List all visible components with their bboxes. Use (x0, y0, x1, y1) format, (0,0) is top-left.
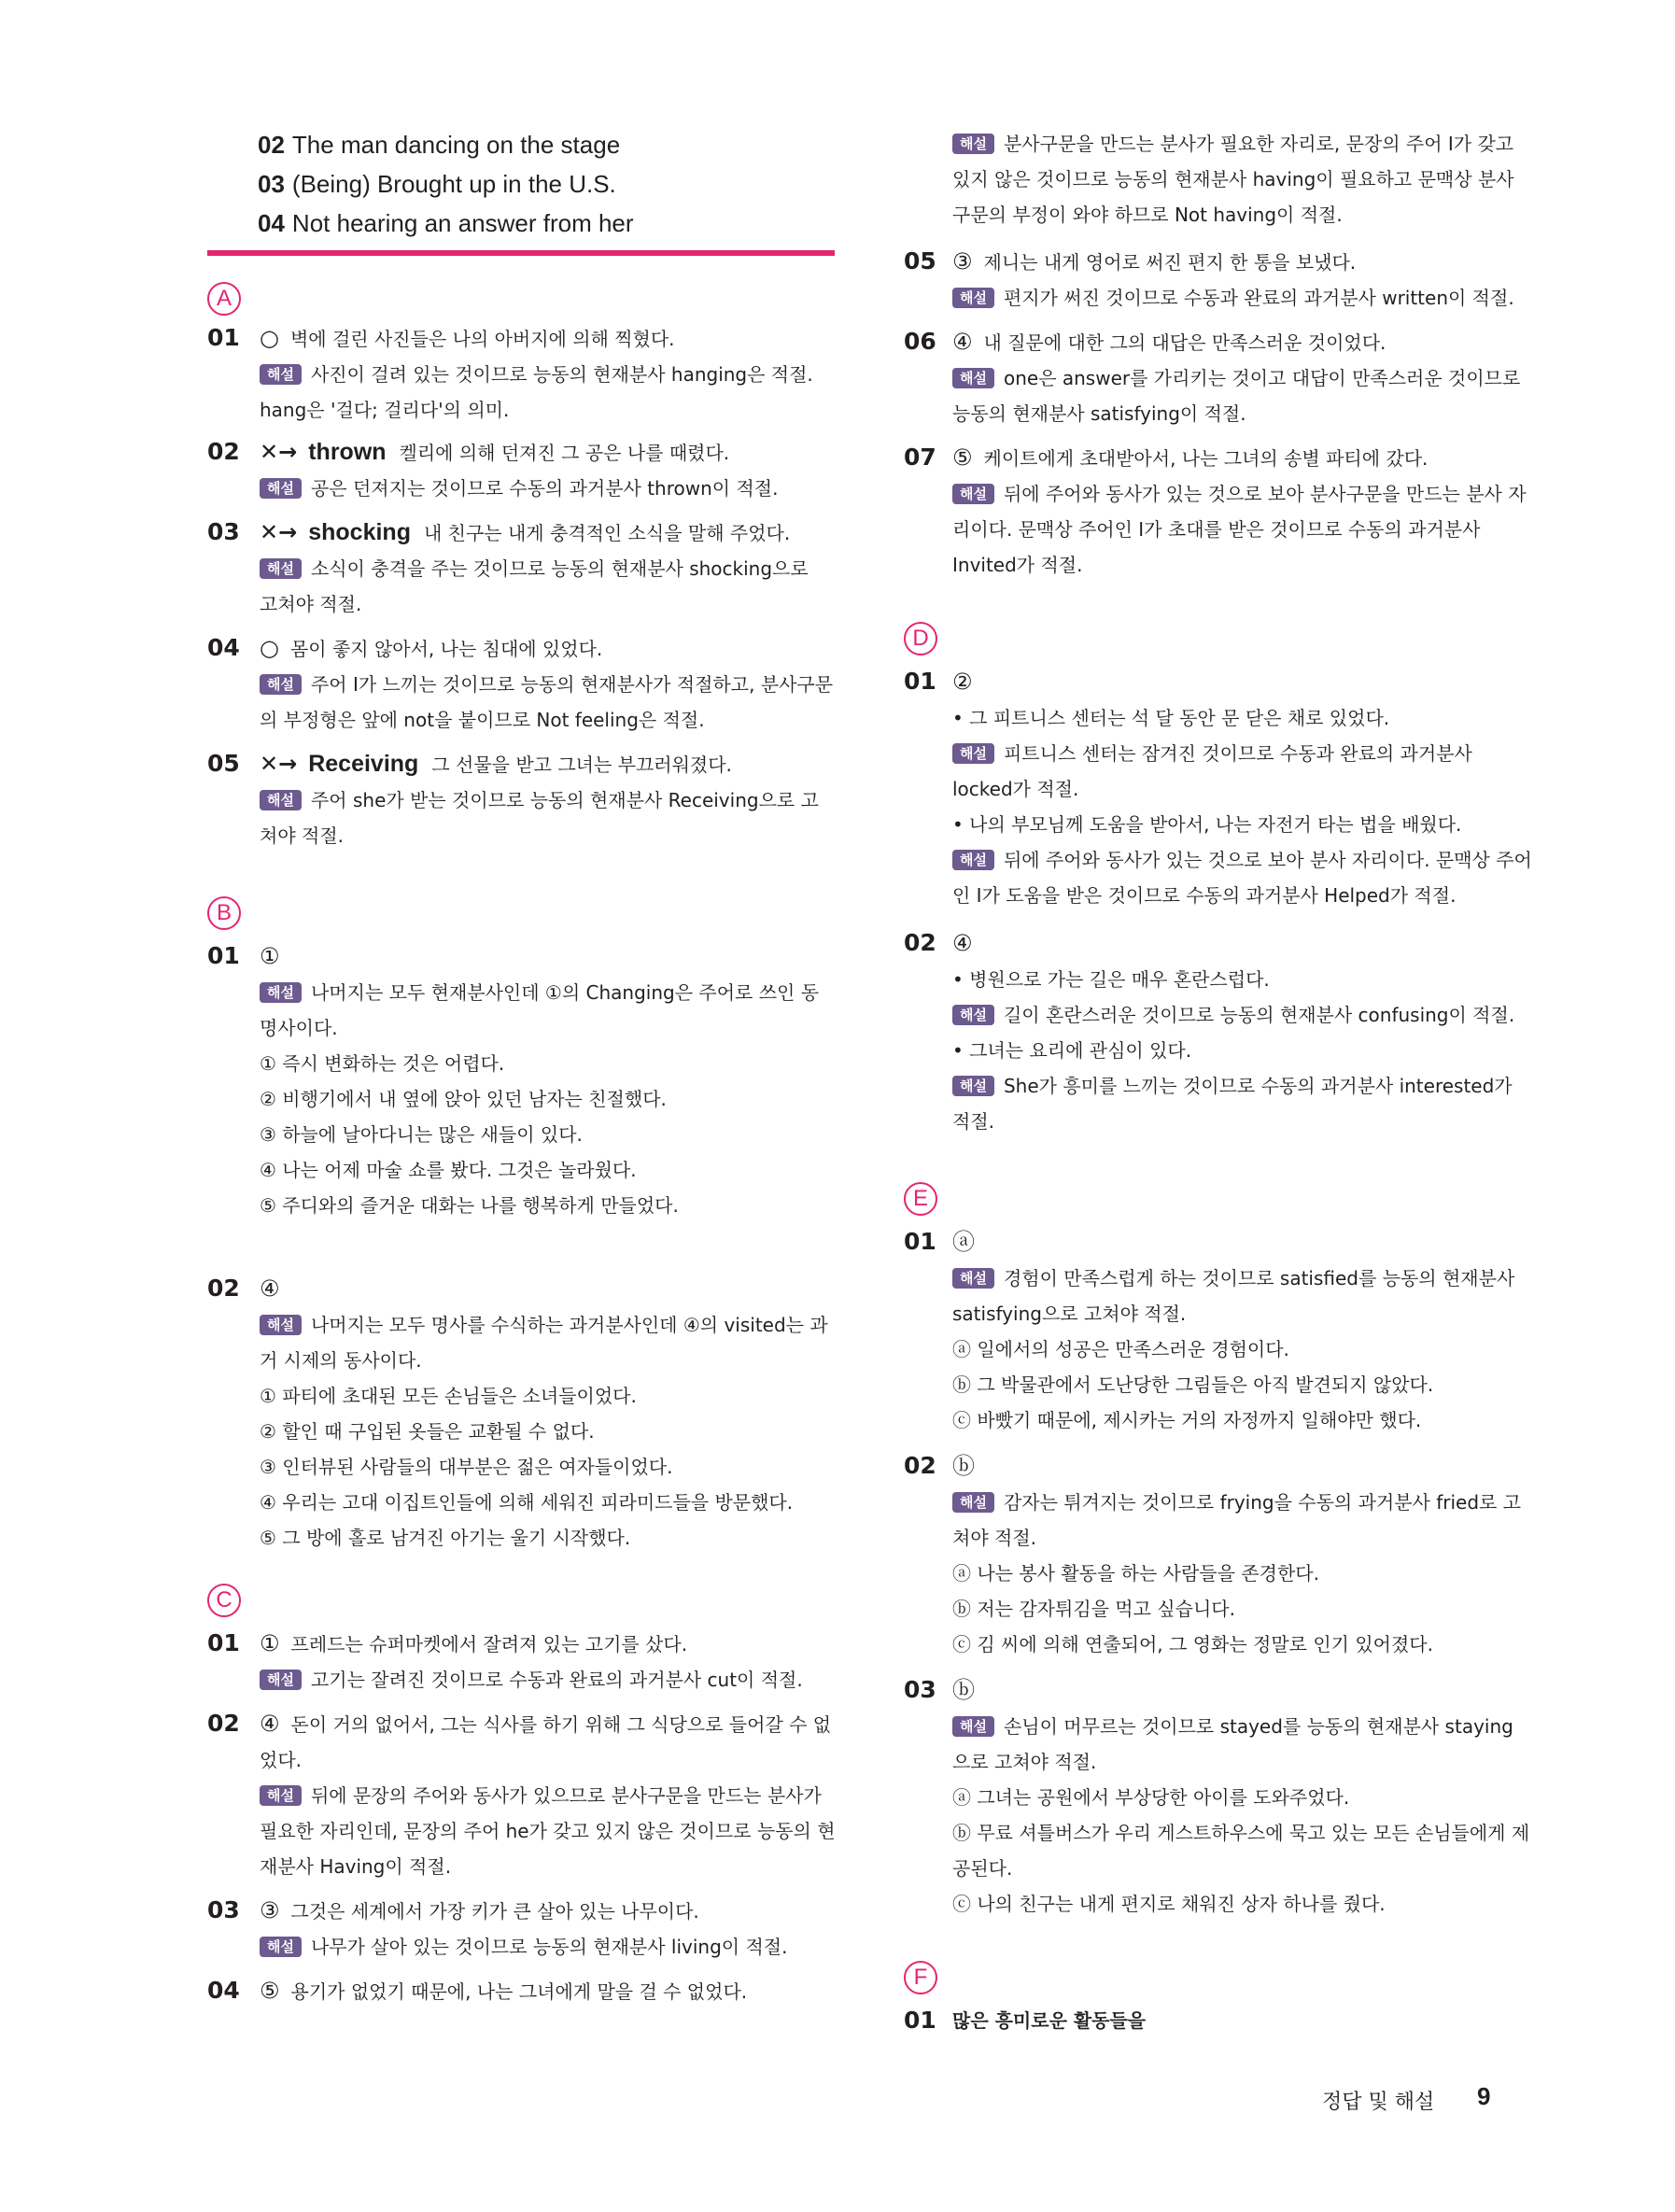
explanation-text: 구문의 부정이 와야 하므로 Not having이 적절. (952, 204, 1343, 226)
explanation-badge: 해설 (952, 1492, 994, 1513)
explanation-text: 주어 I가 느끼는 것이므로 능동의 현재분사가 적절하고, 분사구문 (310, 673, 834, 696)
option-line: ⓒ 나의 친구는 내게 편지로 채워진 상자 하나를 줬다. (952, 1893, 1386, 1915)
option-line: 공된다. (952, 1857, 1013, 1880)
translation: 몸이 좋지 않아서, 나는 침대에 있었다. (289, 638, 603, 660)
explanation-badge: 해설 (260, 478, 302, 499)
explanation-badge: 해설 (952, 368, 994, 388)
explanation-text: locked가 적절. (952, 778, 1079, 800)
translation: 용기가 없었기 때문에, 나는 그녀에게 말을 걸 수 없었다. (290, 1980, 748, 2003)
top-answer-02: 02 The man dancing on the stage (258, 131, 621, 159)
translation: 벽에 걸린 사진들은 나의 아버지에 의해 찍혔다. (289, 328, 675, 350)
translation: 제니는 내게 영어로 써진 편지 한 통을 보냈다. (983, 251, 1357, 274)
explanation-text: 감자는 튀겨지는 것이므로 frying을 수동의 과거분사 fried로 고 (1003, 1491, 1522, 1514)
explanation-text: 있지 않은 것이므로 능동의 현재분사 having이 필요하고 문맥상 분사 (952, 168, 1514, 190)
option-line: ⑤ 그 방에 홀로 남겨진 아기는 울기 시작했다. (260, 1527, 631, 1549)
explanation-text: 쳐야 적절. (952, 1527, 1036, 1549)
correction-word: Receiving (308, 751, 419, 777)
option-line: ⓑ 저는 감자튀김을 먹고 싶습니다. (952, 1598, 1235, 1620)
answer-choice: ① (260, 1630, 280, 1656)
option-line: ⓑ 무료 셔틀버스가 우리 게스트하우스에 묵고 있는 모든 손님들에게 제 (952, 1822, 1530, 1844)
section-divider (207, 250, 835, 256)
explanation-text: satisfying으로 고쳐야 적절. (952, 1303, 1187, 1325)
item-number: 01 (207, 942, 240, 969)
item-number: 01 (904, 1228, 936, 1255)
explanation-text: one은 answer를 가리키는 것이고 대답이 만족스러운 것이므로 (1003, 367, 1521, 389)
item-number: 03 (207, 1896, 240, 1923)
option-line: ② 할인 때 구입된 옷들은 교환될 수 없다. (260, 1420, 595, 1443)
option-line: ② 비행기에서 내 옆에 앉아 있던 남자는 친절했다. (260, 1088, 667, 1110)
option-line: ⓐ 일에서의 성공은 만족스러운 경험이다. (952, 1338, 1289, 1360)
explanation-badge: 해설 (260, 674, 302, 695)
explanation-badge: 해설 (952, 134, 994, 154)
explanation-text: hang은 '걸다; 걸리다'의 의미. (260, 399, 510, 421)
section-c-badge: C (207, 1584, 241, 1617)
item-number: 06 (904, 328, 936, 355)
option-line: ① 파티에 초대된 모든 손님들은 소녀들이었다. (260, 1385, 637, 1407)
explanation-text: 필요한 자리인데, 문장의 주어 he가 갖고 있지 않은 것이므로 능동의 현 (260, 1820, 836, 1842)
question-line: • 그녀는 요리에 관심이 있다. (952, 1039, 1192, 1062)
translation: 내 친구는 내게 충격적인 소식을 말해 주었다. (423, 522, 791, 544)
item-number: 01 (904, 668, 936, 695)
explanation-badge: 해설 (260, 1937, 302, 1957)
translation: 그 선물을 받고 그녀는 부끄러워졌다. (431, 754, 732, 776)
item-number: 02 (207, 438, 240, 465)
translation: 프레드는 슈퍼마켓에서 잘려져 있는 고기를 샀다. (290, 1633, 688, 1655)
option-line: ④ 우리는 고대 이집트인들에 의해 세워진 피라미드들을 방문했다. (260, 1491, 794, 1514)
question-line: • 병원으로 가는 길은 매우 혼란스럽다. (952, 968, 1270, 991)
item-number: 02 (207, 1275, 240, 1302)
mark-wrong: ✕→ (260, 751, 298, 777)
item-number: 02 (207, 1710, 240, 1737)
explanation-text: Invited가 적절. (952, 554, 1083, 576)
option-line: ⓐ 그녀는 공원에서 부상당한 아이를 도와주었다. (952, 1786, 1350, 1809)
explanation-text: 인 I가 도움을 받은 것이므로 수동의 과거분사 Helped가 적절. (952, 884, 1457, 907)
item-number: 05 (904, 247, 936, 275)
option-line: ⓒ 김 씨에 의해 연출되어, 그 영화는 정말로 인기 있어졌다. (952, 1633, 1433, 1655)
option-line: ③ 인터뷰된 사람들의 대부분은 젊은 여자들이었다. (260, 1456, 673, 1478)
explanation-badge: 해설 (260, 1315, 302, 1335)
item-number: 04 (207, 1977, 240, 2004)
explanation-text: 길이 혼란스러운 것이므로 능동의 현재분사 confusing이 적절. (1003, 1004, 1515, 1026)
explanation-badge: 해설 (952, 1268, 994, 1289)
option-line: ⓐ 나는 봉사 활동을 하는 사람들을 존경한다. (952, 1562, 1319, 1585)
explanation-badge: 해설 (260, 364, 302, 385)
explanation-text: 편지가 써진 것이므로 수동과 완료의 과거분사 written이 적절. (1003, 287, 1514, 309)
item-number: 02 (904, 1452, 936, 1479)
explanation-badge: 해설 (260, 790, 302, 810)
mark-wrong: ✕→ (260, 439, 298, 465)
item-number: 01 (207, 1629, 240, 1656)
answer-choice: ③ (952, 248, 973, 275)
footer-label: 정답 및 해설 (1322, 2091, 1435, 2114)
explanation-text: 재분사 Having이 적절. (260, 1855, 452, 1878)
question-line: • 그 피트니스 센터는 석 달 동안 문 닫은 채로 있었다. (952, 707, 1390, 729)
explanation-text: 공은 던져지는 것이므로 수동의 과거분사 thrown이 적절. (310, 477, 779, 500)
translation: 돈이 거의 없어서, 그는 식사를 하기 위해 그 식당으로 들어갈 수 없 (290, 1713, 832, 1736)
explanation-text: 나머지는 모두 명사를 수식하는 과거분사인데 ④의 visited는 과 (310, 1314, 828, 1336)
option-line: ⓒ 바빴기 때문에, 제시카는 거의 자정까지 일해야만 했다. (952, 1409, 1422, 1431)
explanation-text: 고쳐야 적절. (260, 593, 362, 615)
translation: 켈리에 의해 던져진 그 공은 나를 때렸다. (399, 442, 730, 464)
explanation-text: 으로 고쳐야 적절. (952, 1751, 1097, 1773)
question-line: • 나의 부모님께 도움을 받아서, 나는 자전거 타는 법을 배웠다. (952, 813, 1462, 836)
option-line: ③ 하늘에 날아다니는 많은 새들이 있다. (260, 1123, 583, 1146)
top-answer-04: 04 Not hearing an answer from her (258, 209, 634, 237)
option-line: ⑤ 주디와의 즐거운 대화는 나를 행복하게 만들었다. (260, 1194, 679, 1217)
page-number: 9 (1477, 2082, 1491, 2110)
item-number: 01 (207, 324, 240, 351)
mark-correct: ○ (260, 635, 279, 661)
explanation-text: 적절. (952, 1110, 994, 1133)
mark-correct: ○ (260, 325, 279, 351)
explanation-text: 쳐야 적절. (260, 824, 344, 847)
translation: 케이트에게 초대받아서, 나는 그녀의 송별 파티에 갔다. (983, 447, 1429, 470)
explanation-badge: 해설 (260, 982, 302, 1003)
answer-choice: ④ (952, 930, 973, 956)
explanation-text: 명사이다. (260, 1017, 338, 1039)
translation: 내 질문에 대한 그의 대답은 만족스러운 것이었다. (983, 331, 1386, 354)
answer-choice: ⑤ (952, 444, 973, 471)
item-number: 03 (904, 1676, 936, 1703)
item-number: 04 (207, 634, 240, 661)
item-number: 02 (904, 929, 936, 956)
explanation-badge: 해설 (260, 1785, 302, 1806)
section-b-badge: B (207, 896, 241, 930)
answer-choice: ③ (260, 1897, 280, 1923)
correction-word: thrown (308, 439, 387, 465)
explanation-badge: 해설 (952, 1716, 994, 1737)
explanation-badge: 해설 (952, 850, 994, 870)
explanation-text: 손님이 머무르는 것이므로 stayed를 능동의 현재분사 staying (1003, 1715, 1513, 1738)
explanation-text: 나머지는 모두 현재분사인데 ①의 Changing은 주어로 쓰인 동 (310, 981, 820, 1004)
explanation-text: 소식이 충격을 주는 것이므로 능동의 현재분사 shocking으로 (310, 557, 809, 580)
answer-choice: ④ (260, 1711, 280, 1737)
section-a-badge: A (207, 282, 241, 316)
answer-choice: ④ (260, 1275, 280, 1302)
translation: 었다. (260, 1749, 302, 1771)
explanation-text: 능동의 현재분사 satisfying이 적절. (952, 402, 1246, 425)
explanation-text: 피트니스 센터는 잠겨진 것이므로 수동과 완료의 과거분사 (1003, 742, 1472, 765)
section-d-badge: D (904, 622, 937, 655)
item-number: 07 (904, 444, 936, 471)
explanation-text: She가 흥미를 느끼는 것이므로 수동의 과거분사 interested가 (1003, 1075, 1513, 1097)
correction-word: shocking (308, 519, 411, 545)
option-line: ⓑ 그 박물관에서 도난당한 그림들은 아직 발견되지 않았다. (952, 1374, 1434, 1396)
explanation-badge: 해설 (952, 484, 994, 504)
explanation-text: 경험이 만족스럽게 하는 것이므로 satisfied를 능동의 현재분사 (1003, 1267, 1515, 1289)
explanation-text: 고기는 잘려진 것이므로 수동과 완료의 과거분사 cut이 적절. (310, 1669, 803, 1691)
explanation-badge: 해설 (260, 558, 302, 579)
section-e-badge: E (904, 1182, 937, 1216)
explanation-text: 주어 she가 받는 것이므로 능동의 현재분사 Receiving으로 고 (310, 789, 819, 811)
answer-choice: ⓑ (952, 1453, 975, 1479)
top-answer-03: 03 (Being) Brought up in the U.S. (258, 170, 616, 198)
option-line: ① 즉시 변화하는 것은 어렵다. (260, 1052, 505, 1075)
answer-choice: ⑤ (260, 1978, 280, 2004)
explanation-text: 리이다. 문맥상 주어인 I가 초대를 받은 것이므로 수동의 과거분사 (952, 518, 1481, 541)
explanation-text: 의 부정형은 앞에 not을 붙이므로 Not feeling은 적절. (260, 709, 705, 731)
option-line: ④ 나는 어제 마술 쇼를 봤다. 그것은 놀라웠다. (260, 1159, 637, 1181)
answer-choice: ① (260, 943, 280, 969)
answer-choice: ⓐ (952, 1229, 975, 1255)
answer-choice: ④ (952, 329, 973, 355)
explanation-text: 뒤에 문장의 주어와 동사가 있으므로 분사구문을 만드는 분사가 (310, 1784, 822, 1807)
explanation-badge: 해설 (260, 1670, 302, 1690)
answer-choice: ⓑ (952, 1677, 975, 1703)
item-number: 03 (207, 518, 240, 545)
explanation-badge: 해설 (952, 1005, 994, 1025)
answer-text: 많은 흥미로운 활동들을 (952, 2009, 1147, 2032)
translation: 그것은 세계에서 가장 키가 큰 살아 있는 나무이다. (290, 1900, 699, 1923)
explanation-text: 뒤에 주어와 동사가 있는 것으로 보아 분사 자리이다. 문맥상 주어 (1003, 849, 1532, 871)
section-f-badge: F (904, 1961, 937, 1994)
item-number: 01 (904, 2007, 936, 2034)
explanation-text: 뒤에 주어와 동사가 있는 것으로 보아 분사구문을 만드는 분사 자 (1003, 483, 1527, 505)
answer-choice: ② (952, 669, 973, 695)
explanation-badge: 해설 (952, 1076, 994, 1096)
explanation-text: 나무가 살아 있는 것이므로 능동의 현재분사 living이 적절. (310, 1936, 788, 1958)
explanation-text: 거 시제의 동사이다. (260, 1349, 422, 1372)
explanation-text: 분사구문을 만드는 분사가 필요한 자리로, 문장의 주어 I가 갖고 (1003, 133, 1514, 155)
item-number: 05 (207, 750, 240, 777)
explanation-text: 사진이 걸려 있는 것이므로 능동의 현재분사 hanging은 적절. (310, 363, 813, 386)
explanation-badge: 해설 (952, 743, 994, 764)
mark-wrong: ✕→ (260, 519, 298, 545)
explanation-badge: 해설 (952, 288, 994, 308)
